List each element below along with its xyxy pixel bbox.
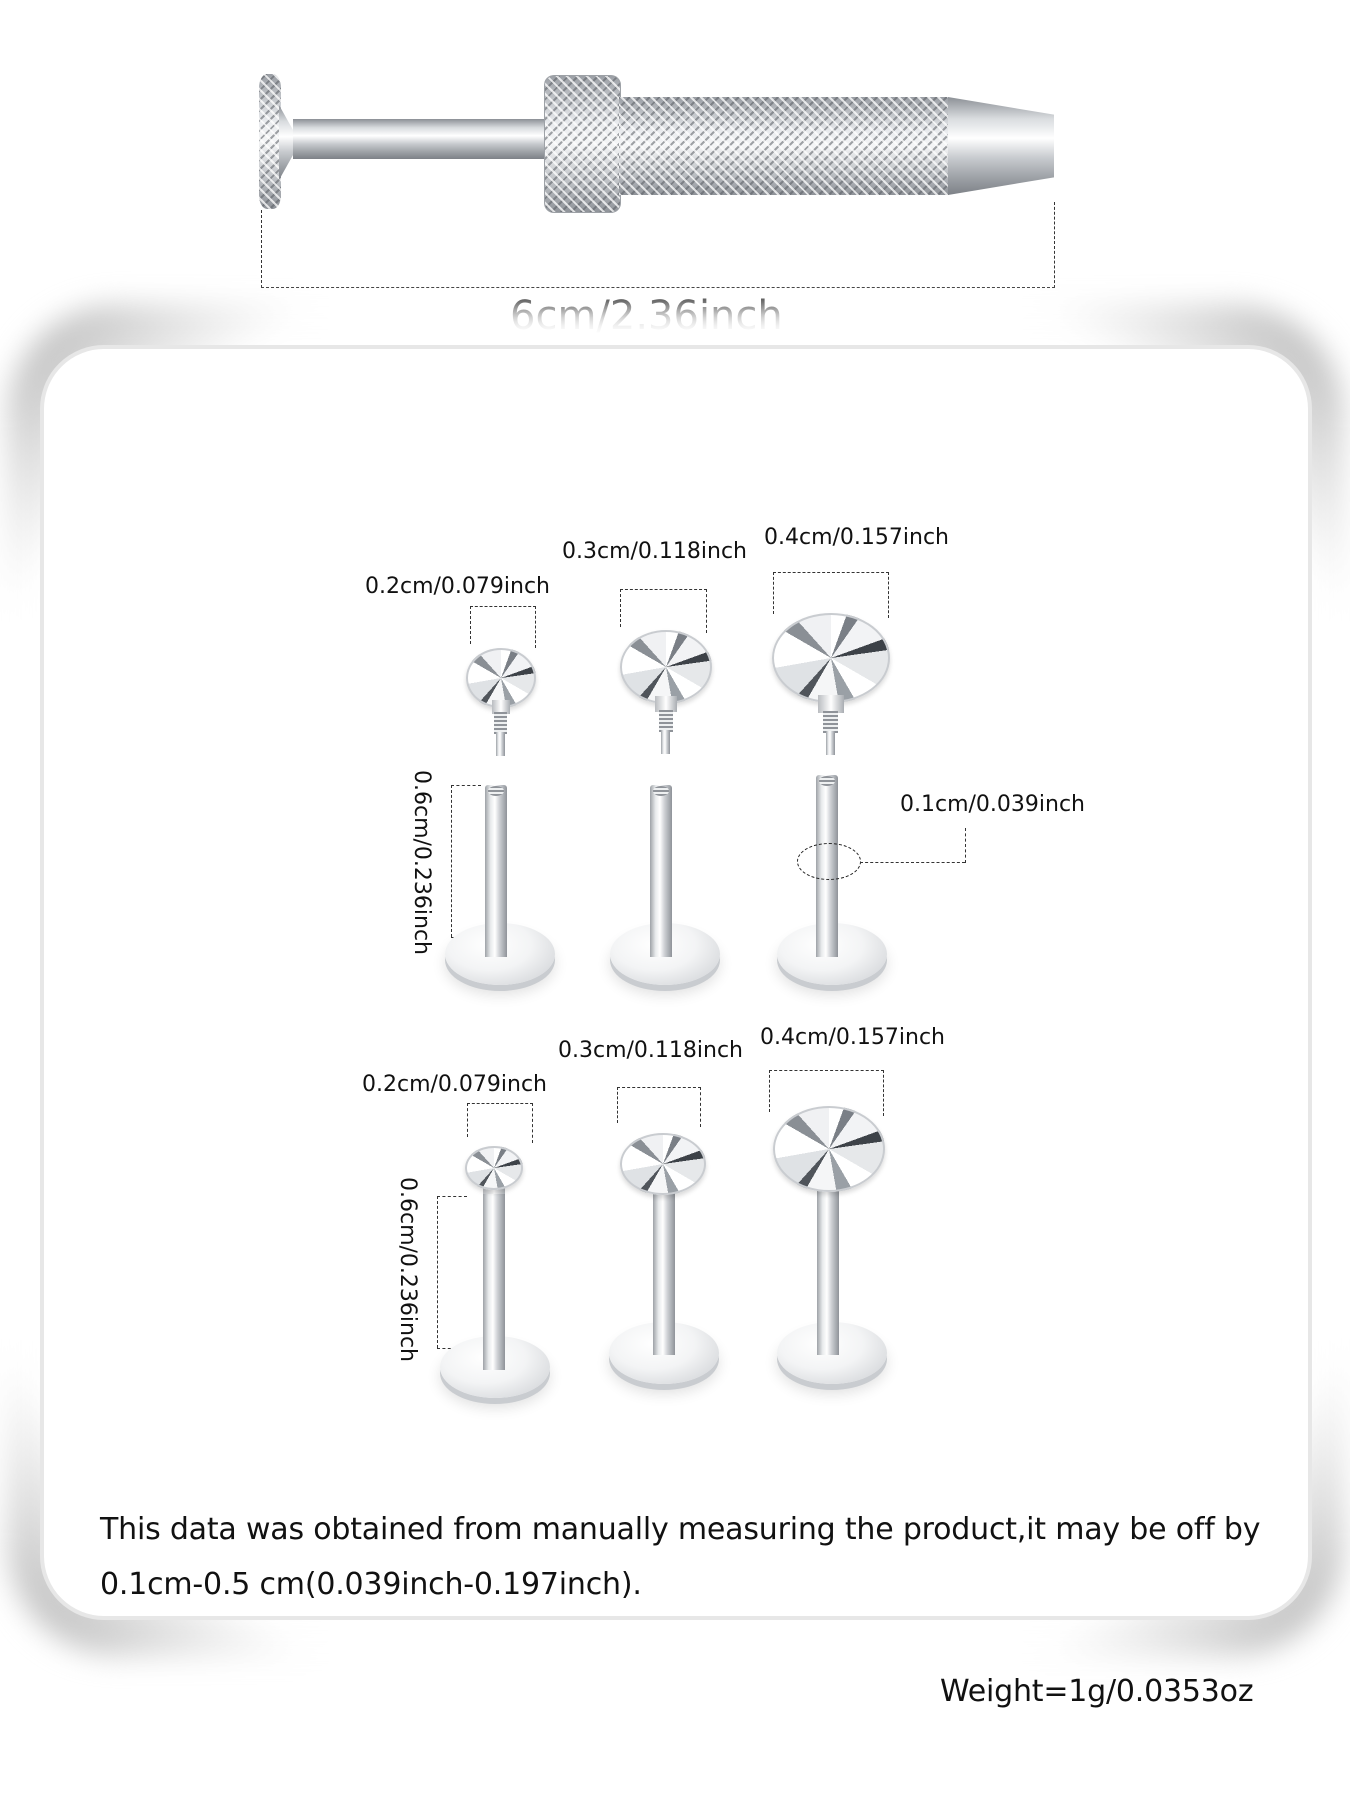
top-gem-large-label: 0.4cm/0.157inch: [764, 525, 950, 550]
tool-dimension-left-tick: [261, 210, 262, 288]
bottom-stud-3-shaft: [817, 1185, 839, 1355]
middle-post-length-bracket-line: [451, 785, 452, 937]
middle-post-thickness-leader-v: [965, 828, 966, 863]
bottom-gem-small-label: 0.2cm/0.079inch: [362, 1072, 548, 1097]
tool-illustration: [255, 70, 1055, 220]
middle-post-2-shaft: [650, 785, 672, 957]
tool-head-disk: [259, 74, 281, 209]
top-gem-medium-bracket-left: [620, 589, 621, 627]
bottom-gem-large-bracket-left: [769, 1070, 770, 1112]
weight-label: Weight=1g/0.0353oz: [940, 1674, 1254, 1709]
middle-post-length-bracket-top: [451, 785, 481, 786]
top-gem-small-bracket: [470, 606, 536, 607]
bottom-gem-medium-bracket-right: [700, 1087, 701, 1127]
bottom-gem-medium-bracket-left: [617, 1087, 618, 1123]
bottom-gem-medium-label: 0.3cm/0.118inch: [558, 1038, 744, 1063]
bottom-gem-large-bracket: [769, 1070, 884, 1071]
bottom-stud-2-gem: [620, 1133, 706, 1195]
middle-post-thickness-label: 0.1cm/0.039inch: [900, 792, 1086, 817]
top-gem-large-bracket-left: [773, 572, 774, 614]
top-gem-medium: [620, 630, 712, 704]
bottom-gem-small-bracket-right: [532, 1103, 533, 1143]
top-gem-medium-bracket-right: [706, 589, 707, 633]
middle-post-2-threaded-end: [653, 786, 669, 796]
middle-post-thickness-ring: [797, 843, 861, 880]
tool-dimension-line: [261, 287, 1055, 288]
top-gem-small-label: 0.2cm/0.079inch: [365, 574, 551, 599]
top-gem-small-bracket-left: [470, 606, 471, 644]
bottom-gem-small-bracket-left: [467, 1103, 468, 1137]
bottom-post-length-bracket-line: [437, 1196, 438, 1348]
bottom-post-length-bracket-top: [437, 1196, 467, 1197]
bottom-gem-small-bracket: [467, 1103, 533, 1104]
top-gem-small-bracket-right: [535, 606, 536, 648]
top-gem-medium-bracket: [620, 589, 707, 590]
top-gem-large-pin: [826, 731, 835, 755]
tool-plunger-rod: [293, 119, 547, 159]
middle-post-length-label: 0.6cm/0.236inch: [409, 770, 434, 956]
bottom-gem-large-bracket-right: [883, 1070, 884, 1116]
tool-tapered-nose: [948, 97, 1054, 195]
top-gem-medium-label: 0.3cm/0.118inch: [562, 539, 748, 564]
disclaimer-line-2: 0.1cm-0.5 cm(0.039inch-0.197inch).: [100, 1567, 642, 1602]
middle-post-1-threaded-end: [488, 786, 504, 796]
bottom-gem-large-label: 0.4cm/0.157inch: [760, 1025, 946, 1050]
middle-post-thickness-leader-h: [860, 862, 965, 863]
tool-collar: [544, 75, 621, 213]
top-gem-medium-pin: [661, 730, 670, 754]
top-gem-small: [466, 648, 536, 708]
top-gem-large-bracket: [773, 572, 889, 573]
bottom-post-length-label: 0.6cm/0.236inch: [395, 1177, 420, 1363]
bottom-stud-1-shaft: [483, 1192, 505, 1370]
top-gem-large: [772, 613, 890, 703]
bottom-stud-2-shaft: [653, 1185, 675, 1355]
bottom-stud-3-gem: [773, 1106, 885, 1192]
bottom-gem-medium-bracket: [617, 1087, 701, 1088]
tool-dimension-right-tick: [1054, 202, 1055, 288]
top-gem-small-thread: [494, 712, 507, 734]
top-gem-large-bracket-right: [888, 572, 889, 618]
middle-post-3-threaded-end: [819, 776, 835, 786]
tool-knurled-handle: [619, 97, 949, 195]
top-gem-small-pin: [496, 732, 505, 756]
bottom-stud-1-gem: [465, 1146, 523, 1190]
middle-post-1-shaft: [485, 785, 507, 957]
top-gem-medium-thread: [659, 710, 673, 732]
disclaimer-line-1: This data was obtained from manually measuring the product,it may be off by: [100, 1512, 1261, 1547]
top-gem-large-thread: [823, 711, 838, 733]
